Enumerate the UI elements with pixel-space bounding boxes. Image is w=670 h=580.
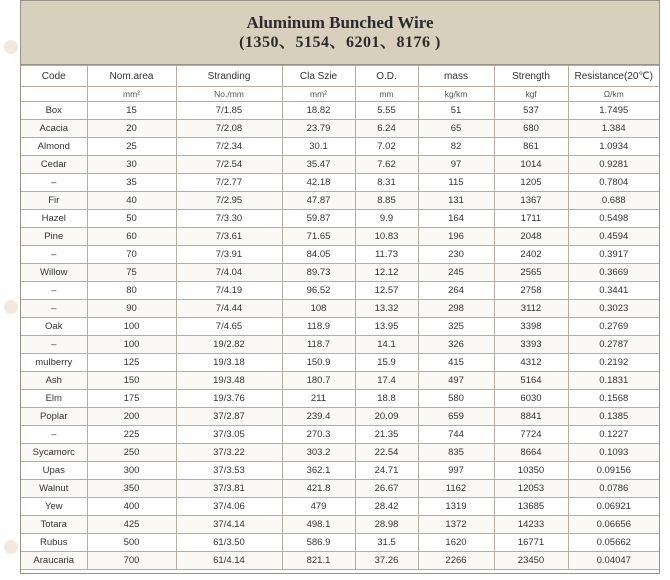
- cell-mass: 744: [418, 426, 494, 444]
- cell-od: 13.32: [355, 300, 418, 318]
- unit-cell-nom-area: mm²: [87, 87, 176, 102]
- cell-code: Yew: [21, 498, 87, 516]
- cell-stranding: 7/4.44: [176, 300, 282, 318]
- cell-nom-area: 35: [87, 174, 176, 192]
- cell-od: 9.9: [355, 210, 418, 228]
- units-row: [21, 87, 659, 102]
- spec-table: [21, 65, 659, 570]
- cell-strength: 23450: [494, 552, 568, 570]
- unit-cell-cla-size: mm²: [282, 87, 355, 102]
- cell-stranding: 37/4.14: [176, 516, 282, 534]
- table-row: [21, 498, 659, 516]
- table-row: [21, 120, 659, 138]
- table-row: [21, 426, 659, 444]
- cell-strength: 1014: [494, 156, 568, 174]
- cell-strength: 3112: [494, 300, 568, 318]
- cell-cla-size: 47.87: [282, 192, 355, 210]
- table-row: [21, 534, 659, 552]
- cell-resistance: 0.2787: [568, 336, 659, 354]
- cell-nom-area: 300: [87, 462, 176, 480]
- cell-od: 6.24: [355, 120, 418, 138]
- unit-cell-od: mm: [355, 87, 418, 102]
- cell-nom-area: 200: [87, 408, 176, 426]
- cell-resistance: 0.05662: [568, 534, 659, 552]
- cell-resistance: 0.9281: [568, 156, 659, 174]
- cell-mass: 264: [418, 282, 494, 300]
- cell-mass: 196: [418, 228, 494, 246]
- column-header-resistance: Resistance(20℃): [568, 66, 659, 87]
- cell-strength: 537: [494, 102, 568, 120]
- cell-stranding: 19/3.76: [176, 390, 282, 408]
- cell-stranding: 7/4.19: [176, 282, 282, 300]
- cell-stranding: 7/1.85: [176, 102, 282, 120]
- cell-nom-area: 425: [87, 516, 176, 534]
- cell-resistance: 0.3917: [568, 246, 659, 264]
- cell-cla-size: 118.9: [282, 318, 355, 336]
- cell-mass: 65: [418, 120, 494, 138]
- cell-od: 24.71: [355, 462, 418, 480]
- cell-resistance: 0.06656: [568, 516, 659, 534]
- cell-od: 12.57: [355, 282, 418, 300]
- cell-cla-size: 270.3: [282, 426, 355, 444]
- column-header-od: O.D.: [355, 66, 418, 87]
- cell-code: Box: [21, 102, 87, 120]
- cell-stranding: 37/3.22: [176, 444, 282, 462]
- cell-od: 12.12: [355, 264, 418, 282]
- cell-nom-area: 60: [87, 228, 176, 246]
- cell-od: 10.83: [355, 228, 418, 246]
- cell-nom-area: 20: [87, 120, 176, 138]
- cell-nom-area: 700: [87, 552, 176, 570]
- cell-od: 7.02: [355, 138, 418, 156]
- cell-code: Araucaria: [21, 552, 87, 570]
- cell-strength: 6030: [494, 390, 568, 408]
- cell-nom-area: 25: [87, 138, 176, 156]
- cell-strength: 2758: [494, 282, 568, 300]
- cell-stranding: 7/3.91: [176, 246, 282, 264]
- cell-nom-area: 100: [87, 318, 176, 336]
- cell-strength: 8841: [494, 408, 568, 426]
- page-title: Aluminum Bunched Wire: [246, 13, 434, 32]
- cell-nom-area: 40: [87, 192, 176, 210]
- cell-stranding: 37/3.81: [176, 480, 282, 498]
- table-row: [21, 264, 659, 282]
- cell-stranding: 37/3.53: [176, 462, 282, 480]
- cell-resistance: 0.06921: [568, 498, 659, 516]
- cell-resistance: 0.688: [568, 192, 659, 210]
- table-row: [21, 480, 659, 498]
- cell-stranding: 7/2.54: [176, 156, 282, 174]
- cell-code: –: [21, 282, 87, 300]
- cell-strength: 3398: [494, 318, 568, 336]
- decorative-dot: [4, 40, 18, 54]
- cell-od: 21.35: [355, 426, 418, 444]
- cell-mass: 497: [418, 372, 494, 390]
- table-row: [21, 228, 659, 246]
- cell-od: 18.8: [355, 390, 418, 408]
- cell-code: –: [21, 246, 87, 264]
- cell-resistance: 0.7804: [568, 174, 659, 192]
- table-row: [21, 336, 659, 354]
- cell-resistance: 0.1568: [568, 390, 659, 408]
- table-row: [21, 138, 659, 156]
- cell-cla-size: 84.05: [282, 246, 355, 264]
- cell-od: 8.31: [355, 174, 418, 192]
- cell-resistance: 0.1385: [568, 408, 659, 426]
- cell-mass: 97: [418, 156, 494, 174]
- cell-code: –: [21, 300, 87, 318]
- unit-cell-strength: kgf: [494, 87, 568, 102]
- cell-mass: 1620: [418, 534, 494, 552]
- cell-strength: 861: [494, 138, 568, 156]
- unit-cell-stranding: No./mm: [176, 87, 282, 102]
- cell-cla-size: 23.79: [282, 120, 355, 138]
- cell-mass: 580: [418, 390, 494, 408]
- cell-resistance: 0.3023: [568, 300, 659, 318]
- cell-od: 7.62: [355, 156, 418, 174]
- cell-od: 11.73: [355, 246, 418, 264]
- column-header-code: Code: [21, 66, 87, 87]
- cell-mass: 245: [418, 264, 494, 282]
- cell-cla-size: 180.7: [282, 372, 355, 390]
- cell-mass: 1372: [418, 516, 494, 534]
- cell-mass: 131: [418, 192, 494, 210]
- cell-resistance: 0.3669: [568, 264, 659, 282]
- cell-strength: 12053: [494, 480, 568, 498]
- table-row: [21, 300, 659, 318]
- cell-nom-area: 175: [87, 390, 176, 408]
- cell-mass: 997: [418, 462, 494, 480]
- cell-mass: 1319: [418, 498, 494, 516]
- cell-cla-size: 821.1: [282, 552, 355, 570]
- cell-stranding: 19/2.82: [176, 336, 282, 354]
- cell-code: Almond: [21, 138, 87, 156]
- cell-nom-area: 50: [87, 210, 176, 228]
- cell-strength: 3393: [494, 336, 568, 354]
- table-row: [21, 246, 659, 264]
- table-row: [21, 552, 659, 570]
- cell-cla-size: 35.47: [282, 156, 355, 174]
- cell-cla-size: 362.1: [282, 462, 355, 480]
- cell-nom-area: 250: [87, 444, 176, 462]
- table-row: [21, 462, 659, 480]
- cell-resistance: 0.0786: [568, 480, 659, 498]
- cell-code: Upas: [21, 462, 87, 480]
- cell-code: Poplar: [21, 408, 87, 426]
- cell-mass: 326: [418, 336, 494, 354]
- cell-resistance: 0.1093: [568, 444, 659, 462]
- cell-od: 15.9: [355, 354, 418, 372]
- cell-stranding: 37/2.87: [176, 408, 282, 426]
- cell-code: Elm: [21, 390, 87, 408]
- cell-resistance: 0.4594: [568, 228, 659, 246]
- cell-mass: 164: [418, 210, 494, 228]
- cell-od: 22.54: [355, 444, 418, 462]
- cell-code: –: [21, 426, 87, 444]
- cell-nom-area: 150: [87, 372, 176, 390]
- cell-code: Oak: [21, 318, 87, 336]
- cell-mass: 115: [418, 174, 494, 192]
- cell-stranding: 37/4.06: [176, 498, 282, 516]
- cell-resistance: 1.384: [568, 120, 659, 138]
- cell-cla-size: 30.1: [282, 138, 355, 156]
- cell-resistance: 0.1831: [568, 372, 659, 390]
- cell-stranding: 61/4.14: [176, 552, 282, 570]
- table-row: [21, 354, 659, 372]
- table-row: [21, 516, 659, 534]
- cell-cla-size: 586.9: [282, 534, 355, 552]
- decorative-dot: [4, 540, 18, 554]
- cell-od: 13.95: [355, 318, 418, 336]
- cell-code: Cedar: [21, 156, 87, 174]
- cell-mass: 1162: [418, 480, 494, 498]
- cell-code: Rubus: [21, 534, 87, 552]
- cell-code: Sycamorc: [21, 444, 87, 462]
- cell-resistance: 0.5498: [568, 210, 659, 228]
- cell-stranding: 37/3.05: [176, 426, 282, 444]
- page-subtitle: (1350、5154、6201、8176 ): [239, 34, 441, 51]
- table-row: [21, 372, 659, 390]
- cell-nom-area: 225: [87, 426, 176, 444]
- cell-code: Willow: [21, 264, 87, 282]
- cell-strength: 7724: [494, 426, 568, 444]
- cell-strength: 2565: [494, 264, 568, 282]
- cell-od: 28.98: [355, 516, 418, 534]
- column-header-strength: Strength: [494, 66, 568, 87]
- cell-stranding: 19/3.18: [176, 354, 282, 372]
- cell-resistance: 0.2769: [568, 318, 659, 336]
- table-row: [21, 210, 659, 228]
- cell-mass: 415: [418, 354, 494, 372]
- cell-od: 14.1: [355, 336, 418, 354]
- cell-mass: 325: [418, 318, 494, 336]
- cell-cla-size: 18.82: [282, 102, 355, 120]
- table-row: [21, 192, 659, 210]
- cell-resistance: 1.0934: [568, 138, 659, 156]
- cell-strength: 10350: [494, 462, 568, 480]
- cell-strength: 1711: [494, 210, 568, 228]
- cell-od: 26.67: [355, 480, 418, 498]
- cell-nom-area: 30: [87, 156, 176, 174]
- cell-od: 5.55: [355, 102, 418, 120]
- cell-code: Pine: [21, 228, 87, 246]
- cell-strength: 2402: [494, 246, 568, 264]
- cell-nom-area: 75: [87, 264, 176, 282]
- cell-nom-area: 15: [87, 102, 176, 120]
- cell-code: Hazel: [21, 210, 87, 228]
- cell-stranding: 19/3.48: [176, 372, 282, 390]
- cell-nom-area: 350: [87, 480, 176, 498]
- cell-code: mulberry: [21, 354, 87, 372]
- cell-cla-size: 118.7: [282, 336, 355, 354]
- cell-strength: 14233: [494, 516, 568, 534]
- cell-stranding: 7/2.08: [176, 120, 282, 138]
- column-header-stranding: Stranding: [176, 66, 282, 87]
- cell-cla-size: 421.8: [282, 480, 355, 498]
- cell-code: Fir: [21, 192, 87, 210]
- column-header-mass: mass: [418, 66, 494, 87]
- cell-strength: 680: [494, 120, 568, 138]
- cell-cla-size: 59.87: [282, 210, 355, 228]
- cell-stranding: 7/3.30: [176, 210, 282, 228]
- cell-resistance: 0.2192: [568, 354, 659, 372]
- cell-mass: 82: [418, 138, 494, 156]
- cell-code: Ash: [21, 372, 87, 390]
- table-body: [21, 102, 659, 570]
- cell-od: 20.09: [355, 408, 418, 426]
- decorative-dot: [4, 300, 18, 314]
- cell-nom-area: 70: [87, 246, 176, 264]
- cell-stranding: 7/3.61: [176, 228, 282, 246]
- unit-cell-mass: kg/km: [418, 87, 494, 102]
- table-row: [21, 282, 659, 300]
- cell-cla-size: 71.65: [282, 228, 355, 246]
- unit-cell-code: [21, 87, 87, 102]
- cell-cla-size: 89.73: [282, 264, 355, 282]
- cell-mass: 51: [418, 102, 494, 120]
- cell-mass: 298: [418, 300, 494, 318]
- cell-strength: 5164: [494, 372, 568, 390]
- table-row: [21, 102, 659, 120]
- column-header-cla-size: Cla Szie: [282, 66, 355, 87]
- cell-stranding: 7/4.65: [176, 318, 282, 336]
- cell-mass: 659: [418, 408, 494, 426]
- cell-resistance: 0.04047: [568, 552, 659, 570]
- cell-cla-size: 211: [282, 390, 355, 408]
- cell-strength: 13685: [494, 498, 568, 516]
- cell-cla-size: 96.52: [282, 282, 355, 300]
- header-row: [21, 66, 659, 87]
- cell-od: 17.4: [355, 372, 418, 390]
- cell-nom-area: 80: [87, 282, 176, 300]
- cell-code: –: [21, 336, 87, 354]
- cell-mass: 835: [418, 444, 494, 462]
- table-row: [21, 156, 659, 174]
- cell-od: 8.85: [355, 192, 418, 210]
- cell-resistance: 0.1227: [568, 426, 659, 444]
- cell-resistance: 1.7495: [568, 102, 659, 120]
- cell-strength: 2048: [494, 228, 568, 246]
- cell-strength: 1367: [494, 192, 568, 210]
- cell-nom-area: 125: [87, 354, 176, 372]
- cell-code: Acacia: [21, 120, 87, 138]
- cell-nom-area: 500: [87, 534, 176, 552]
- cell-cla-size: 479: [282, 498, 355, 516]
- cell-resistance: 0.09156: [568, 462, 659, 480]
- cell-code: –: [21, 174, 87, 192]
- cell-stranding: 7/4.04: [176, 264, 282, 282]
- cell-cla-size: 42.18: [282, 174, 355, 192]
- unit-cell-resistance: Ω/km: [568, 87, 659, 102]
- cell-cla-size: 239.4: [282, 408, 355, 426]
- cell-strength: 8664: [494, 444, 568, 462]
- cell-mass: 230: [418, 246, 494, 264]
- table-row: [21, 174, 659, 192]
- cell-strength: 4312: [494, 354, 568, 372]
- cell-cla-size: 108: [282, 300, 355, 318]
- cell-od: 28.42: [355, 498, 418, 516]
- table-row: [21, 318, 659, 336]
- cell-nom-area: 100: [87, 336, 176, 354]
- table-row: [21, 408, 659, 426]
- title-block: [21, 1, 659, 65]
- cell-cla-size: 498.1: [282, 516, 355, 534]
- cell-stranding: 7/2.77: [176, 174, 282, 192]
- cell-cla-size: 150.9: [282, 354, 355, 372]
- cell-strength: 16771: [494, 534, 568, 552]
- cell-nom-area: 90: [87, 300, 176, 318]
- cell-od: 31.5: [355, 534, 418, 552]
- cell-strength: 1205: [494, 174, 568, 192]
- cell-mass: 2266: [418, 552, 494, 570]
- cell-stranding: 7/2.95: [176, 192, 282, 210]
- column-header-nom-area: Nom.area: [87, 66, 176, 87]
- cell-cla-size: 303.2: [282, 444, 355, 462]
- cell-nom-area: 400: [87, 498, 176, 516]
- table-row: [21, 444, 659, 462]
- spec-sheet: [20, 0, 660, 574]
- cell-code: Totara: [21, 516, 87, 534]
- table-row: [21, 390, 659, 408]
- cell-stranding: 7/2.34: [176, 138, 282, 156]
- cell-code: Walnut: [21, 480, 87, 498]
- cell-resistance: 0.3441: [568, 282, 659, 300]
- cell-stranding: 61/3.50: [176, 534, 282, 552]
- cell-od: 37.26: [355, 552, 418, 570]
